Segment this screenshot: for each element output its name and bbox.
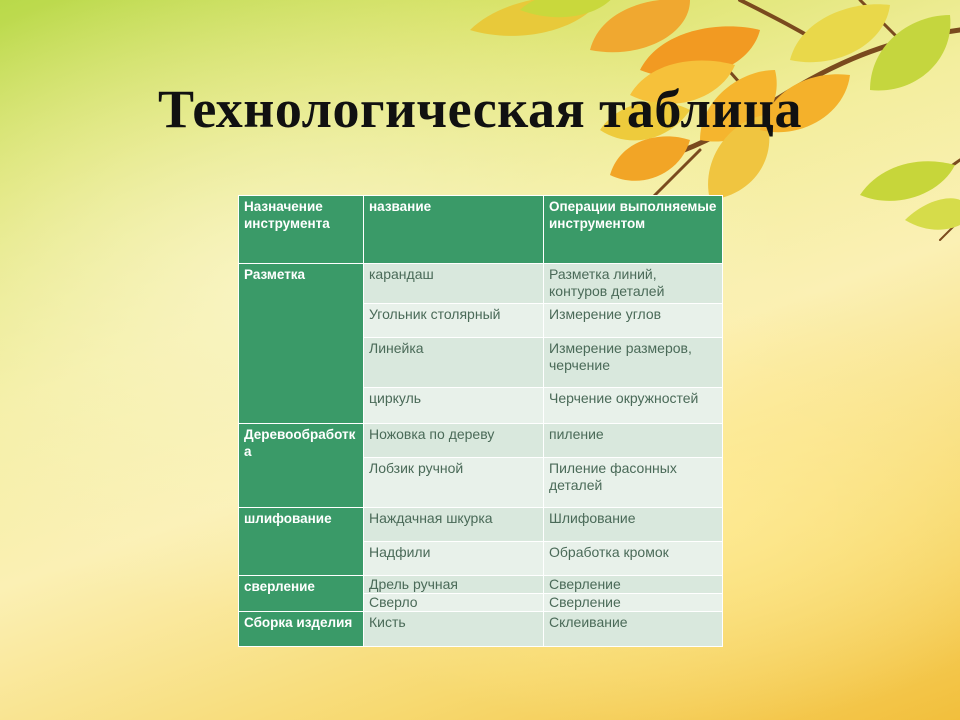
column-header: название [364, 196, 544, 264]
operation-cell: Пиление фасонных деталей [544, 458, 723, 508]
technology-table [238, 195, 723, 647]
table-row [239, 424, 723, 458]
table-row [239, 612, 723, 647]
operation-cell: Измерение размеров, черчение [544, 338, 723, 388]
operation-cell: Сверление [544, 594, 723, 612]
operation-cell: Черчение окружностей [544, 388, 723, 424]
table-row [239, 264, 723, 304]
category-cell: сверление [239, 576, 364, 612]
category-cell: шлифование [239, 508, 364, 576]
tool-cell: Сверло [364, 594, 544, 612]
tool-cell: Линейка [364, 338, 544, 388]
operation-cell: Склеивание [544, 612, 723, 647]
operation-cell: Измерение углов [544, 304, 723, 338]
operation-cell: Шлифование [544, 508, 723, 542]
category-cell: Деревообработка [239, 424, 364, 508]
operation-cell: пиление [544, 424, 723, 458]
column-header: Операции выполняемые инструментом [544, 196, 723, 264]
tool-cell: циркуль [364, 388, 544, 424]
tool-cell: Ножовка по дереву [364, 424, 544, 458]
page-title: Технологическая таблица [157, 79, 803, 139]
table-header-row [239, 196, 723, 264]
tool-cell: Наждачная шкурка [364, 508, 544, 542]
tool-cell: Угольник столярный [364, 304, 544, 338]
table-row [239, 508, 723, 542]
tool-cell: Лобзик ручной [364, 458, 544, 508]
tool-cell: Надфили [364, 542, 544, 576]
column-header: Назначение инструмента [239, 196, 364, 264]
operation-cell: Обработка кромок [544, 542, 723, 576]
tool-cell: Кисть [364, 612, 544, 647]
operation-cell: Сверление [544, 576, 723, 594]
operation-cell: Разметка линий, контуров деталей [544, 264, 723, 304]
category-cell: Разметка [239, 264, 364, 424]
tool-cell: Дрель ручная [364, 576, 544, 594]
table-row [239, 576, 723, 594]
category-cell: Сборка изделия [239, 612, 364, 647]
tool-cell: карандаш [364, 264, 544, 304]
